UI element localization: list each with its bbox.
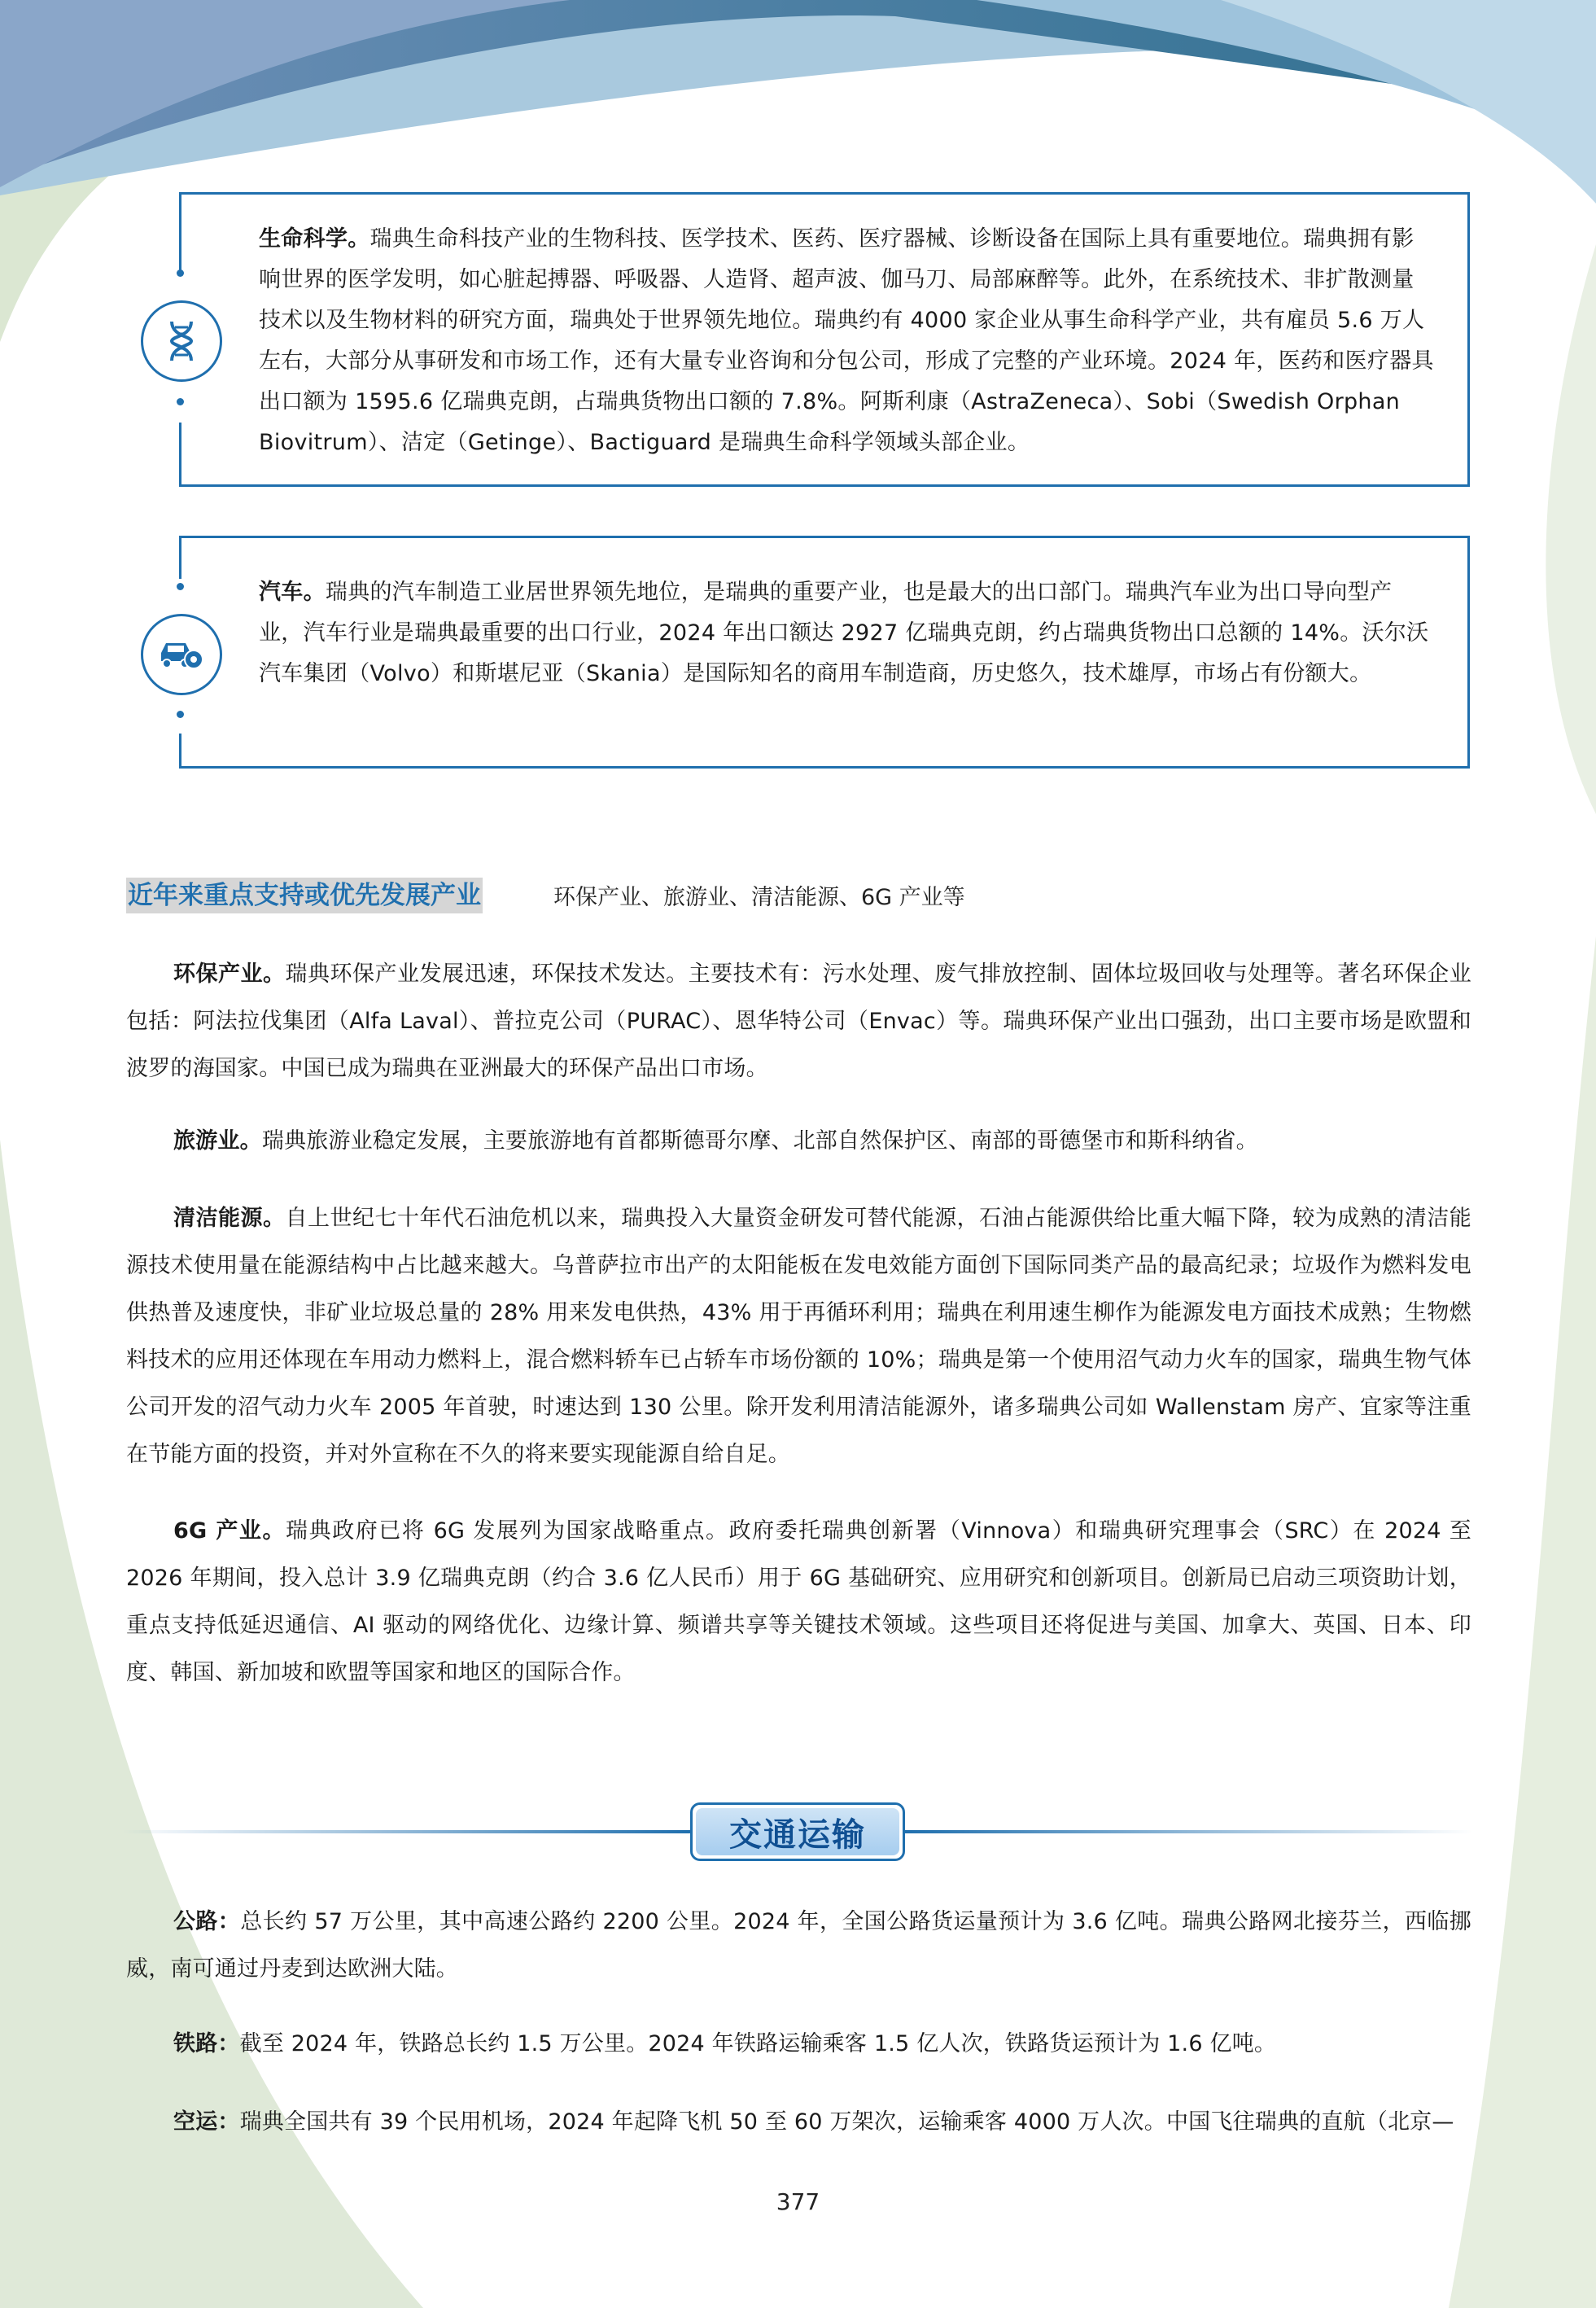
sixg-body: 瑞典政府已将 6G 发展列为国家战略重点。政府委托瑞典创新署（Vinnova）和瑞典研究理事会（SRC）在 2024 至 2026 年期间，投入总计 3.9 亿瑞典克朗（约合 3.6 亿人民币）用于 6G 基础研究、应用研究和创新项目。创新局已启动三项资助计划，重点支持低延迟通信、AI 驱动的网络优化、边缘计算、频谱共享等关键技术领域。这些项目还将促进与美国、加拿大、英国、日本、印度、韩国、新加坡和欧盟等国家和地区的国际合作。: [126, 1518, 1471, 1685]
rail-lead: 铁路：: [173, 2031, 240, 2056]
automotive-box: [179, 536, 1470, 769]
priority-section-subtitle: 环保产业、旅游业、清洁能源、6G 产业等: [553, 885, 965, 910]
dna-icon: [141, 300, 222, 382]
energy-body: 自上世纪七十年代石油危机以来，瑞典投入大量资金研发可替代能源，石油占能源供给比重大幅下降，较为成熟的清洁能源技术使用量在能源结构中占比越来越大。乌普萨拉市出产的太阳能板在发电效能方面创下国际同类产品的最高纪录；垃圾作为燃料发电供热普及速度快，非矿业垃圾总量的 28% 用来发电供热，43% 用于再循环利用；瑞典在利用速生柳作为能源发电方面技术成熟；生物燃料技术的应用还体现在车用动力燃料上，混合燃料轿车已占轿车市场份额的 10%；瑞典是第一个使用沼气动力火车的国家，瑞典生物气体公司开发的沼气动力火车 2005 年首驶，时速达到 130 公里。除开发利用清洁能源外，诸多瑞典公司如 Wallenstam 房产、宜家等注重在节能方面的投资，并对外宣称在不久的将来要实现能源自给自足。: [126, 1206, 1471, 1467]
connector-dot: [177, 711, 184, 718]
page-number: 377: [776, 2188, 820, 2215]
tourism-paragraph: [126, 1118, 1471, 1165]
energy-lead: 清洁能源。: [173, 1206, 286, 1231]
sixg-lead: 6G 产业。: [173, 1518, 286, 1544]
transport-heading-box: [690, 1802, 905, 1861]
connector-dot: [177, 583, 184, 590]
air-lead: 空运：: [173, 2109, 240, 2135]
banner-line-right: [903, 1830, 1473, 1833]
car-gear-icon: [141, 614, 222, 695]
rail-body: 截至 2024 年，铁路总长约 1.5 万公里。2024 年铁路运输乘客 1.5 亿人次，铁路货运预计为 1.6 亿吨。: [239, 2031, 1277, 2056]
automotive-lead: 汽车。: [259, 580, 326, 605]
transport-heading: 交通运输: [696, 1808, 899, 1855]
connector-dot: [177, 269, 184, 277]
connector-dot: [177, 398, 184, 405]
life-science-box: [179, 192, 1470, 487]
tourism-lead: 旅游业。: [173, 1128, 262, 1154]
life-science-lead: 生命科学。: [259, 226, 370, 252]
road-paragraph: [126, 1899, 1471, 1993]
env-body: 瑞典环保产业发展迅速，环保技术发达。主要技术有：污水处理、废气排放控制、固体垃圾回收与处理等。著名环保企业包括：阿法拉伐集团（Alfa Laval）、普拉克公司（PURAC）、恩华特公司（Envac）等。瑞典环保产业出口强劲，出口主要市场是欧盟和波罗的海国家。中国已成为瑞典在亚洲最大的环保产品出口市场。: [126, 961, 1471, 1081]
env-lead: 环保产业。: [173, 961, 286, 987]
energy-paragraph: [126, 1195, 1471, 1478]
banner-line-left: [122, 1830, 692, 1833]
automotive-text: [259, 572, 1435, 694]
rail-paragraph: [126, 2021, 1471, 2068]
tourism-body: 瑞典旅游业稳定发展，主要旅游地有首都斯德哥尔摩、北部自然保护区、南部的哥德堡市和斯科纳省。: [261, 1128, 1258, 1154]
env-paragraph: [126, 951, 1471, 1093]
road-body: 总长约 57 万公里，其中高速公路约 2200 公里。2024 年，全国公路货运量预计为 3.6 亿吨。瑞典公路网北接芬兰，西临挪威，南可通过丹麦到达欧洲大陆。: [126, 1909, 1472, 1982]
air-body: 瑞典全国共有 39 个民用机场，2024 年起降飞机 50 至 60 万架次，运输乘客 4000 万人次。中国飞往瑞典的直航（北京—: [239, 2109, 1454, 2135]
automotive-body: 瑞典的汽车制造工业居世界领先地位，是瑞典的重要产业，也是最大的出口部门。瑞典汽车业为出口导向型产业，汽车行业是瑞典最重要的出口行业，2024 年出口额达 2927 亿瑞典克朗，约占瑞典货物出口总额的 14%。沃尔沃汽车集团（Volvo）和斯堪尼亚（Skania）是国际知名的商用车制造商，历史悠久，技术雄厚，市场占有份额大。: [259, 580, 1429, 686]
road-lead: 公路：: [173, 1909, 241, 1934]
life-science-text: [259, 219, 1435, 463]
air-paragraph: [126, 2099, 1471, 2146]
sixg-paragraph: [126, 1508, 1471, 1697]
transport-banner: [122, 1799, 1473, 1864]
life-science-body: 瑞典生命科技产业的生物科技、医学技术、医药、医疗器械、诊断设备在国际上具有重要地位。瑞典拥有影响世界的医学发明，如心脏起搏器、呼吸器、人造肾、超声波、伽马刀、局部麻醉等。此外，在系统技术、非扩散测量技术以及生物材料的研究方面，瑞典处于世界领先地位。瑞典约有 4000 家企业从事生命科学产业，共有雇员 5.6 万人左右，大部分从事研发和市场工作，还有大量专业咨询和分包公司，形成了完整的产业环境。2024 年，医药和医疗器具出口额为 1595.6 亿瑞典克朗，占瑞典货物出口额的 7.8%。阿斯利康（AstraZeneca）、Sobi（Swedish Orphan Biovitrum）、洁定（Getinge）、Bactiguard 是瑞典生命科学领域头部企业。: [259, 226, 1434, 455]
priority-section-title: 近年来重点支持或优先发展产业: [126, 878, 483, 913]
